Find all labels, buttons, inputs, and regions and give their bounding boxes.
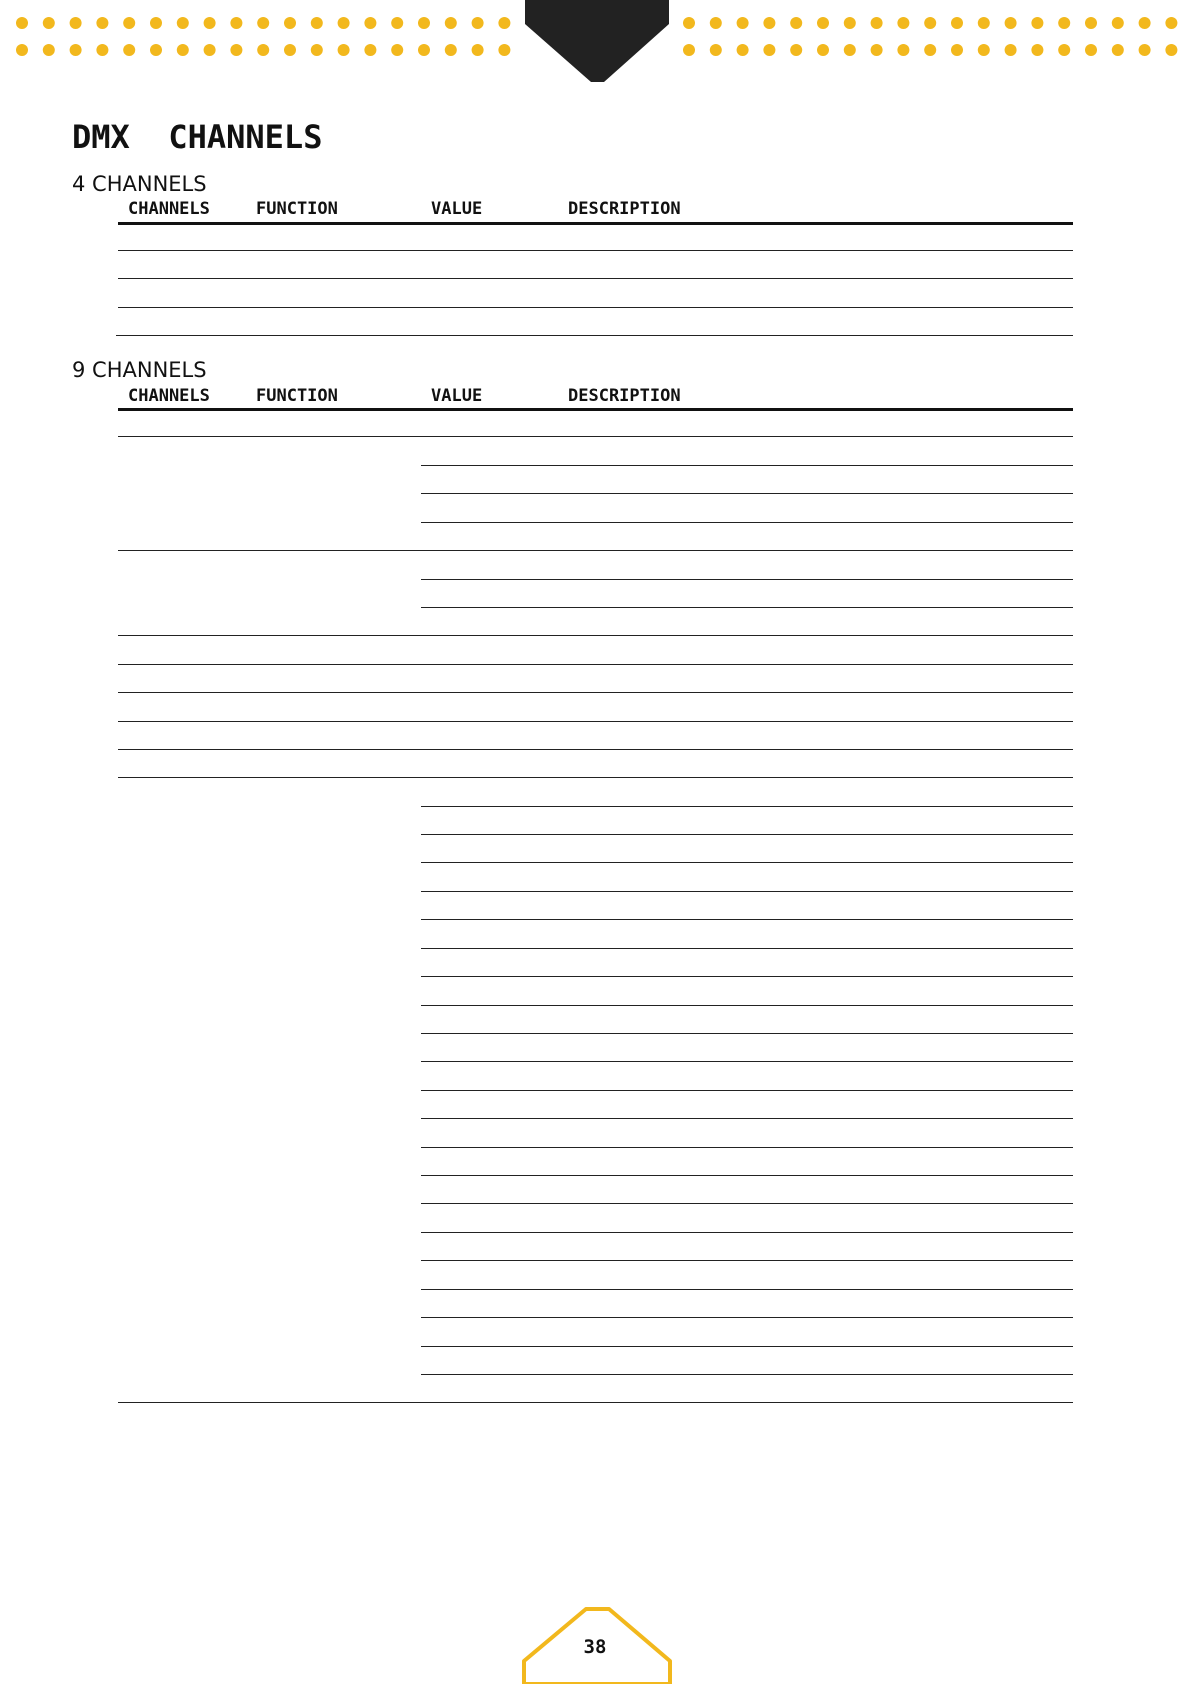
column-header-value: VALUE [431, 386, 483, 406]
page-number: 38 [583, 1636, 607, 1658]
column-header-description: DESCRIPTION [568, 386, 681, 406]
column-header-value: VALUE [431, 199, 483, 219]
page-title: DMX CHANNELS [72, 118, 323, 156]
section-heading-4-channels: 4 CHANNELS [72, 172, 207, 196]
column-header-function: FUNCTION [256, 386, 338, 406]
column-header-function: FUNCTION [256, 199, 338, 219]
column-header-description: DESCRIPTION [568, 199, 681, 219]
column-header-channels: CHANNELS [128, 386, 210, 406]
column-header-channels: CHANNELS [128, 199, 210, 219]
section-heading-9-channels: 9 CHANNELS [72, 358, 207, 382]
